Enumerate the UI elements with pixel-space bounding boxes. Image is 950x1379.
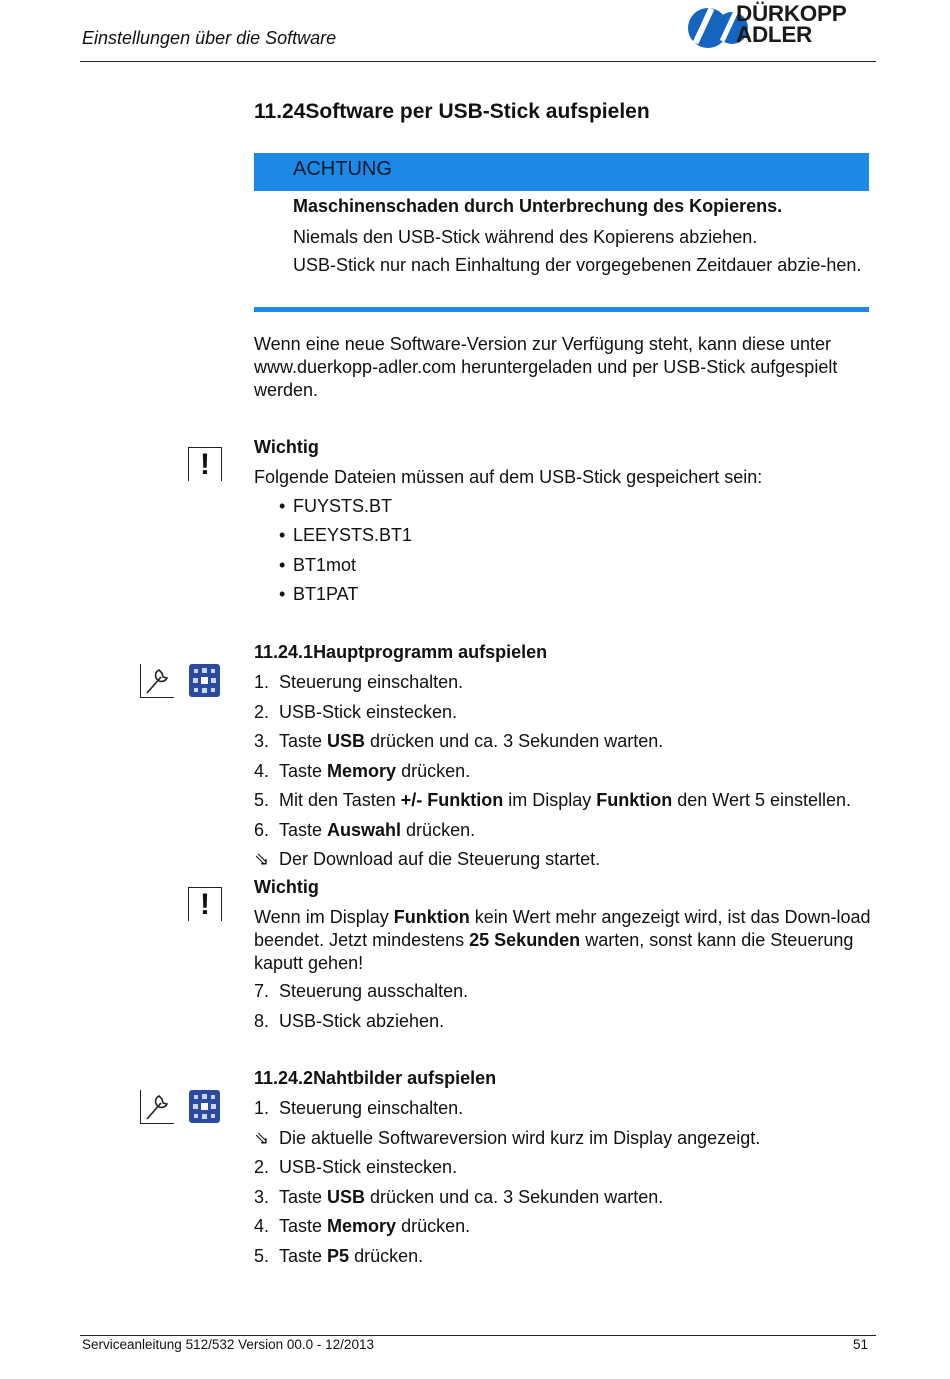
footer-document-title: Serviceanleitung 512/532 Version 00.0 - 12/2013 (82, 1337, 374, 1352)
instruction-step: 1. Steuerung einschalten. (254, 1098, 464, 1118)
important-title: Wichtig (254, 437, 319, 457)
section-heading (254, 100, 650, 124)
step-number: 3. (254, 1186, 270, 1207)
program-panel-icon (189, 664, 220, 697)
file-list-item: • BT1PAT (279, 584, 359, 604)
step-number: ⇘ (254, 1127, 270, 1148)
step-number: 2. (254, 701, 270, 722)
step-number: 4. (254, 1216, 270, 1236)
file-list-item: • BT1mot (279, 555, 357, 575)
step-number: 1. (254, 1098, 270, 1118)
step-number: 8. (254, 1010, 270, 1031)
instruction-step: 8. USB-Stick abziehen. (254, 1010, 445, 1031)
subsection-heading-1: 11.24.1Hauptprogramm aufspielen (254, 642, 548, 662)
instruction-step: 7. Steuerung ausschalten. (254, 981, 469, 1001)
step-number: 3. (254, 731, 270, 751)
instruction-step: 3. Taste USB drücken und ca. 3 Sekunden warten. (254, 731, 664, 751)
instruction-step: 6. Taste Auswahl drücken. (254, 819, 476, 840)
exclamation-icon: ! (188, 887, 222, 921)
step-number: 1. (254, 672, 270, 692)
instruction-step: 2. USB-Stick einstecken. (254, 701, 458, 722)
logo-text (736, 1, 847, 47)
warning-line-2: USB-Stick nur nach Einhaltung der vorgegebenen Zeitdauer abzie-hen. (293, 255, 862, 275)
instruction-step: 3. Taste USB drücken und ca. 3 Sekunden warten. (254, 1186, 664, 1207)
file-list-item: • FUYSTS.BT (279, 496, 393, 516)
warning-headline: Maschinenschaden durch Unterbrechung des Kopierens. (293, 196, 783, 216)
instruction-step: ⇘ Die aktuelle Softwareversion wird kurz im Display angezeigt. (254, 1127, 761, 1148)
step-number: 5. (254, 790, 270, 810)
step-number: 5. (254, 1245, 270, 1266)
header-divider (80, 61, 876, 62)
section-title: Software per USB-Stick aufspielen (305, 100, 650, 123)
wrench-icon (140, 664, 174, 698)
exclamation-icon: ! (188, 447, 222, 481)
subsection-heading-2: 11.24.2Nahtbilder aufspielen (254, 1068, 497, 1088)
file-list-item: • LEEYSTS.BT1 (279, 525, 413, 545)
instruction-step: 4. Taste Memory drücken. (254, 1216, 471, 1236)
warning-title: ACHTUNG (293, 158, 392, 180)
instruction-step: 5. Mit den Tasten +/- Funktion im Display Funktion den Wert 5 einstellen. (254, 790, 852, 810)
important-text: Folgende Dateien müssen auf dem USB-Stick gespeichert sein: (254, 467, 763, 487)
logo-line-1: DÜRKOPP (736, 1, 847, 26)
instruction-step: 5. Taste P5 drücken. (254, 1245, 424, 1266)
step-number: 6. (254, 819, 270, 840)
step-number: ⇘ (254, 849, 270, 869)
instruction-step: ⇘ Der Download auf die Steuerung startet. (254, 849, 601, 869)
footer-divider (80, 1335, 876, 1336)
important-text: Wenn im Display Funktion kein Wert mehr angezeigt wird, ist das Down-load beendet. Jetzt mindestens 25 Sekunden warten, sonst kann die Steuerung kaputt gehen! (254, 907, 871, 973)
warning-line-1: Niemals den USB-Stick während des Kopierens abziehen. (293, 227, 758, 247)
section-number: 11.24 (254, 100, 306, 123)
page-header-title: Einstellungen über die Software (82, 28, 337, 48)
step-number: 2. (254, 1157, 270, 1177)
step-number: 7. (254, 981, 270, 1001)
warning-bottom-rule (254, 307, 869, 312)
step-number: 4. (254, 760, 270, 781)
program-panel-icon (189, 1090, 220, 1123)
wrench-icon (140, 1090, 174, 1124)
instruction-step: 1. Steuerung einschalten. (254, 672, 464, 692)
intro-paragraph: Wenn eine neue Software-Version zur Verfügung steht, kann diese unter www.duerkopp-adler.com heruntergeladen und per USB-Stick aufgespielt werden. (254, 334, 838, 400)
instruction-step: 4. Taste Memory drücken. (254, 760, 471, 781)
instruction-step: 2. USB-Stick einstecken. (254, 1157, 458, 1177)
important-title: Wichtig (254, 877, 319, 897)
logo-line-2: ADLER (736, 21, 812, 47)
page-number: 51 (853, 1337, 869, 1352)
